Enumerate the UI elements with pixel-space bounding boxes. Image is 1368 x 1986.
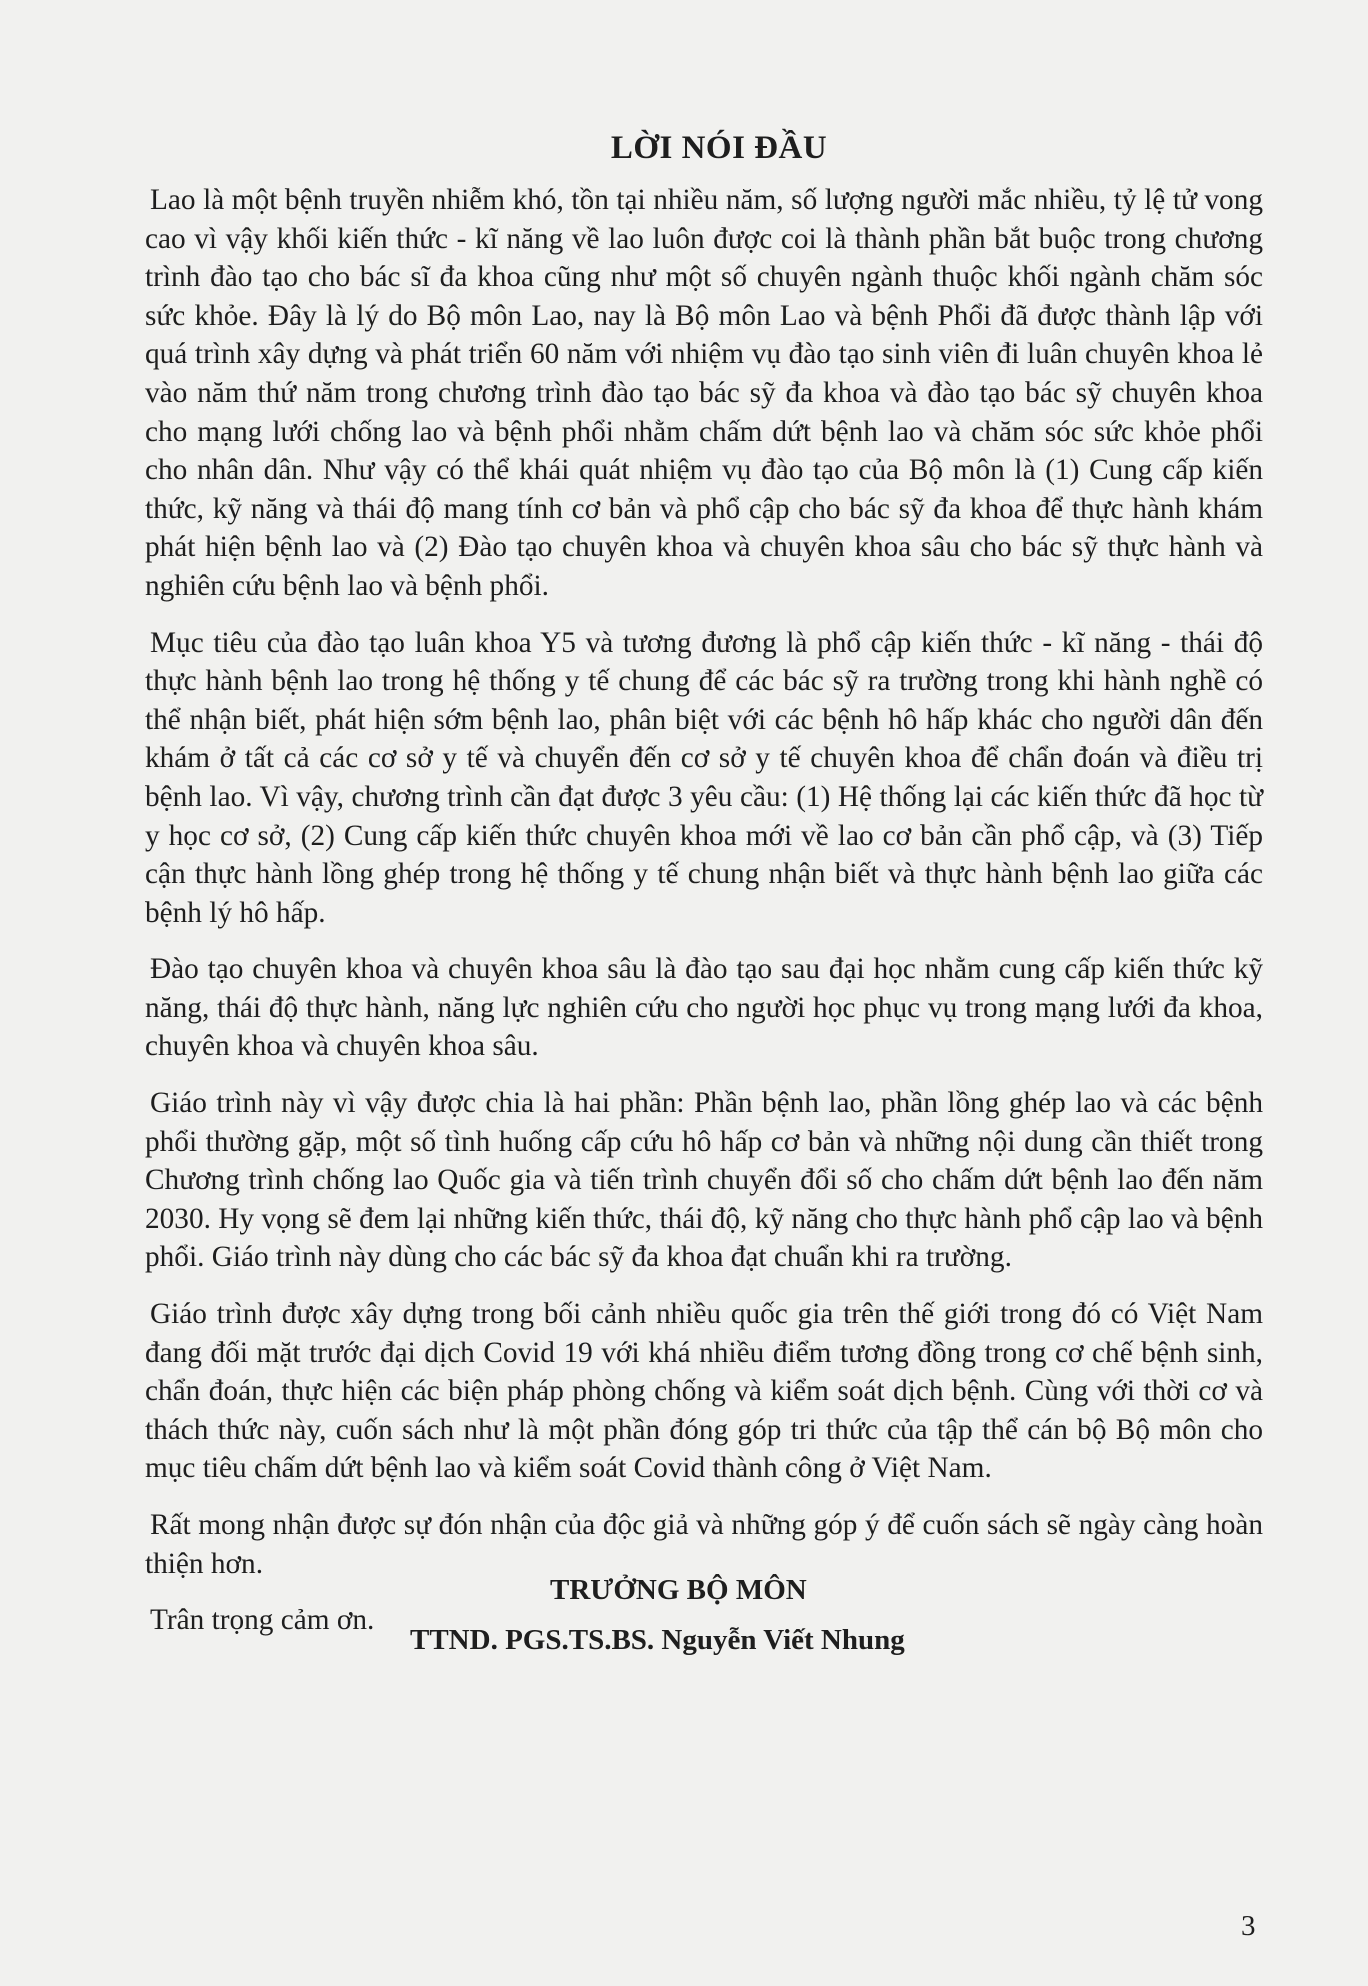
paragraph-3: Đào tạo chuyên khoa và chuyên khoa sâu là đào tạo sau đại học nhằm cung cấp kiến thức kỹ năng, thái độ thực hành, năng lực nghiên cứu cho người học phục vụ trong mạng lưới đa khoa, chuyên khoa và chuyên khoa sâu.: [145, 953, 1263, 1063]
document-page: [145, 130, 1263, 1640]
signature-position: TRƯỞNG BỘ MÔN: [550, 1574, 807, 1606]
paragraph-1: Lao là một bệnh truyền nhiễm khó, tồn tại nhiều năm, số lượng người mắc nhiều, tỷ lệ tử vong cao vì vậy khối kiến thức - kĩ năng về lao luôn được coi là thành phần bắt buộc trong chương trình đào tạo cho bác sĩ đa khoa cũng như một số chuyên ngành thuộc khối ngành chăm sóc sức khỏe. Đây là lý do Bộ môn Lao, nay là Bộ môn Lao và bệnh Phổi đã được thành lập với quá trình xây dựng và phát triển 60 năm với nhiệm vụ đào tạo sinh viên đi luân chuyên khoa lẻ vào năm thứ năm trong chương trình đào tạo bác sỹ đa khoa và đào tạo bác sỹ chuyên khoa cho mạng lưới chống lao và bệnh phổi nhằm chấm dứt bệnh lao và chăm sóc sức khỏe phổi cho nhân dân. Như vậy có thể khái quát nhiệm vụ đào tạo của Bộ môn là (1) Cung cấp kiến thức, kỹ năng và thái độ mang tính cơ bản và phổ cập cho bác sỹ đa khoa để thực hành khám phát hiện bệnh lao và (2) Đào tạo chuyên khoa và chuyên khoa sâu cho bác sỹ thực hành và nghiên cứu bệnh lao và bệnh phổi.: [145, 184, 1263, 602]
paragraph-2: Mục tiêu của đào tạo luân khoa Y5 và tương đương là phổ cập kiến thức - kĩ năng - thái độ thực hành bệnh lao trong hệ thống y tế chung để các bác sỹ ra trường trong khi hành nghề có thể nhận biết, phát hiện sớm bệnh lao, phân biệt với các bệnh hô hấp khác cho người dân đến khám ở tất cả các cơ sở y tế và chuyển đến cơ sở y tế chuyên khoa để chẩn đoán và điều trị bệnh lao. Vì vậy, chương trình cần đạt được 3 yêu cầu: (1) Hệ thống lại các kiến thức đã học từ y học cơ sở, (2) Cung cấp kiến thức chuyên khoa mới về lao cơ bản cần phổ cập, và (3) Tiếp cận thực hành lồng ghép trong hệ thống y tế chung nhận biết và thực hành bệnh lao giữa các bệnh lý hô hấp.: [145, 626, 1263, 929]
paragraph-6: Rất mong nhận được sự đón nhận của độc giả và những góp ý để cuốn sách sẽ ngày càng hoàn thiện hơn.: [145, 1509, 1263, 1580]
paragraph-4: Giáo trình này vì vậy được chia là hai phần: Phần bệnh lao, phần lồng ghép lao và các bệnh phổi thường gặp, một số tình huống cấp cứu hô hấp cơ bản và những nội dung cần thiết trong Chương trình chống lao Quốc gia và tiến trình chuyển đổi số cho chấm dứt bệnh lao đến năm 2030. Hy vọng sẽ đem lại những kiến thức, thái độ, kỹ năng cho thực hành phổ cập lao và bệnh phổi. Giáo trình này dùng cho các bác sỹ đa khoa đạt chuẩn khi ra trường.: [145, 1087, 1263, 1274]
page-title: LỜI NÓI ĐẦU: [610, 130, 828, 166]
signature-name: TTND. PGS.TS.BS. Nguyễn Viết Nhung: [410, 1624, 905, 1656]
page-number: 3: [1241, 1910, 1256, 1942]
closing-text: Trân trọng cảm ơn.: [150, 1604, 375, 1637]
paragraph-5: Giáo trình được xây dựng trong bối cảnh nhiều quốc gia trên thế giới trong đó có Việt Nam đang đối mặt trước đại dịch Covid 19 với khá nhiều điểm tương đồng trong cơ chế bệnh sinh, chẩn đoán, thực hiện các biện pháp phòng chống và kiểm soát dịch bệnh. Cùng với thời cơ và thách thức này, cuốn sách như là một phần đóng góp tri thức của tập thể cán bộ Bộ môn cho mục tiêu chấm dứt bệnh lao và kiểm soát Covid thành công ở Việt Nam.: [145, 1298, 1263, 1485]
